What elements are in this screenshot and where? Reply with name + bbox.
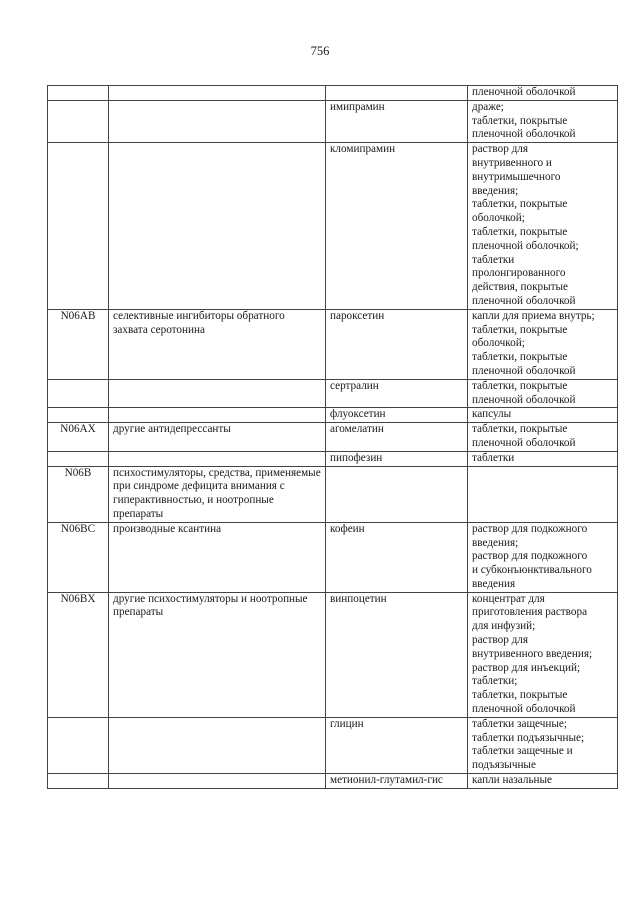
atc-code-cell [48,451,109,466]
atc-code-cell [48,774,109,789]
table-row [48,774,618,789]
table-row [48,309,618,379]
drug-name-cell: имипрамин [326,100,468,142]
table-row [48,86,618,101]
group-cell: производные ксантина [109,522,326,592]
group-cell [109,451,326,466]
drug-name-cell: винпоцетин [326,592,468,717]
group-cell: другие психостимуляторы и ноотропные препараты [109,592,326,717]
dosage-form-cell: капли назальные [468,774,618,789]
atc-code-cell: N06BC [48,522,109,592]
table-row [48,143,618,310]
dosage-form-cell: драже; таблетки, покрытые пленочной оболочкой [468,100,618,142]
atc-code-cell: N06B [48,466,109,522]
drug-name-cell: сертралин [326,379,468,408]
table-row [48,379,618,408]
dosage-form-cell [468,466,618,522]
group-cell [109,143,326,310]
dosage-form-cell: капли для приема внутрь; таблетки, покрытые оболочкой; таблетки, покрытые пленочной оболочкой [468,309,618,379]
dosage-form-cell: таблетки защечные; таблетки подъязычные; таблетки защечные и подъязычные [468,717,618,773]
drug-table [47,85,618,789]
group-cell [109,379,326,408]
atc-code-cell [48,379,109,408]
drug-name-cell: пипофезин [326,451,468,466]
atc-code-cell [48,717,109,773]
drug-name-cell: агомелатин [326,423,468,452]
drug-name-cell [326,86,468,101]
group-cell [109,408,326,423]
dosage-form-cell: концентрат для приготовления раствора для инфузий; раствор для внутривенного введения; раствор для инъекций; таблетки; таблетки, покрытые пленочной оболочкой [468,592,618,717]
group-cell [109,717,326,773]
table-row [48,522,618,592]
drug-name-cell: метионил-глутамил-гис [326,774,468,789]
drug-name-cell: пароксетин [326,309,468,379]
dosage-form-cell: таблетки, покрытые пленочной оболочкой [468,423,618,452]
dosage-form-cell: таблетки [468,451,618,466]
atc-code-cell [48,86,109,101]
dosage-form-cell: раствор для подкожного введения; раствор для подкожного и субконъюнктивального введения [468,522,618,592]
drug-name-cell: кломипрамин [326,143,468,310]
drug-name-cell: глицин [326,717,468,773]
dosage-form-cell: пленочной оболочкой [468,86,618,101]
table-row [48,592,618,717]
group-cell: другие антидепрессанты [109,423,326,452]
table-row [48,408,618,423]
atc-code-cell: N06AB [48,309,109,379]
drug-name-cell: флуоксетин [326,408,468,423]
table-row [48,466,618,522]
table-row [48,100,618,142]
drug-name-cell: кофеин [326,522,468,592]
group-cell [109,100,326,142]
table-row [48,717,618,773]
dosage-form-cell: таблетки, покрытые пленочной оболочкой [468,379,618,408]
atc-code-cell: N06AX [48,423,109,452]
group-cell: психостимуляторы, средства, применяемые при синдроме дефицита внимания с гиперактивностью, и ноотропные препараты [109,466,326,522]
table-row [48,451,618,466]
atc-code-cell [48,408,109,423]
group-cell [109,86,326,101]
page-number: 756 [310,44,330,58]
group-cell: селективные ингибиторы обратного захвата серотонина [109,309,326,379]
drug-name-cell [326,466,468,522]
dosage-form-cell: раствор для внутривенного и внутримышечного введения; таблетки, покрытые оболочкой; таблетки, покрытые пленочной оболочкой; таблетки пролонгированного действия, покрытые пленочной оболочкой [468,143,618,310]
group-cell [109,774,326,789]
table-row [48,423,618,452]
atc-code-cell [48,100,109,142]
atc-code-cell: N06BX [48,592,109,717]
atc-code-cell [48,143,109,310]
dosage-form-cell: капсулы [468,408,618,423]
